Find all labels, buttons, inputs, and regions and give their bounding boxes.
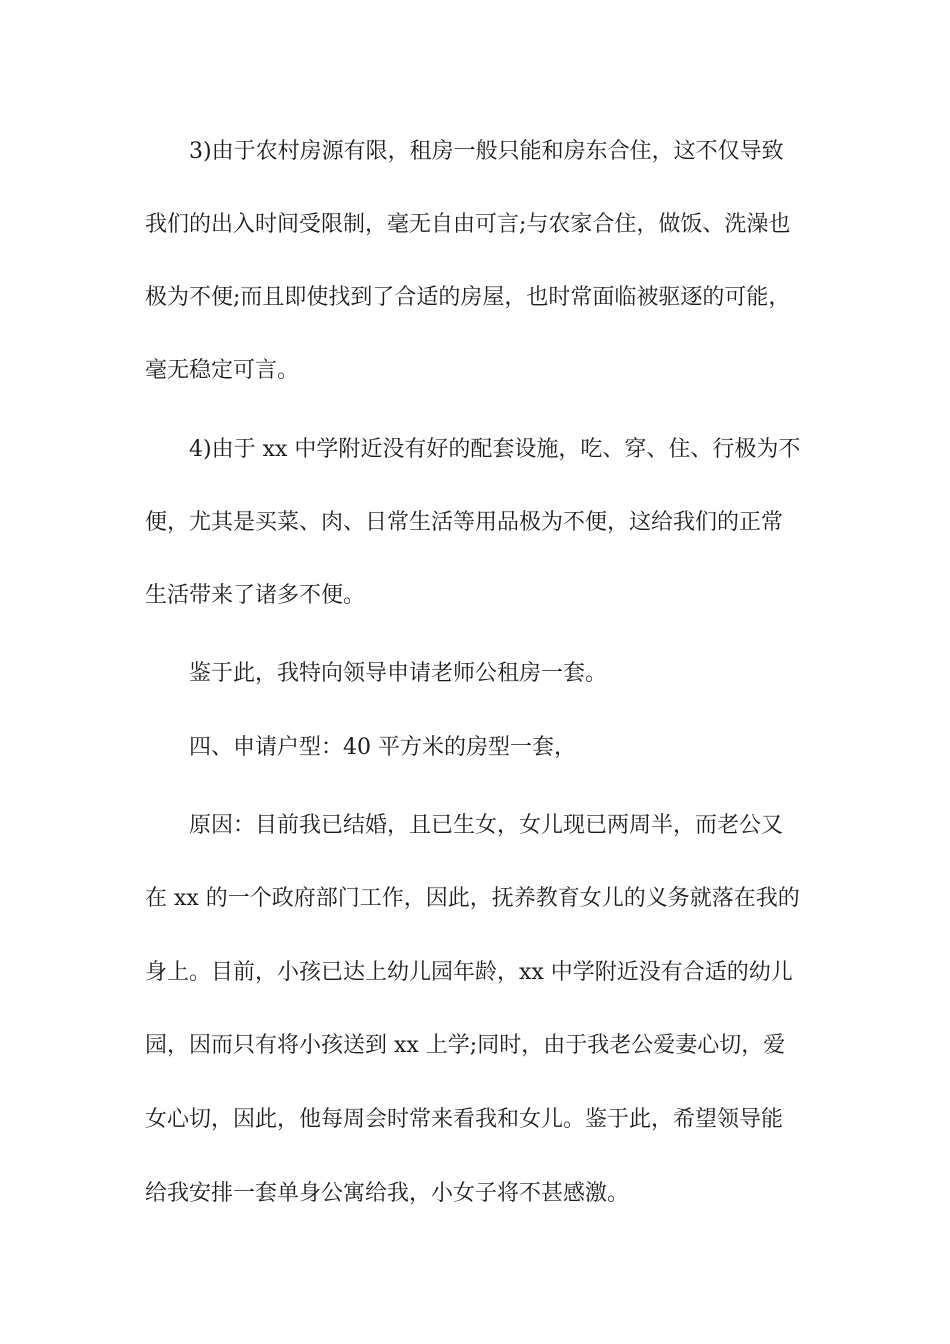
paragraph-line: 便，尤其是买菜、肉、日常生活等用品极为不便，这给我们的正常 <box>145 510 784 535</box>
paragraph-line: 4)由于 xx 中学附近没有好的配套设施，吃、穿、住、行极为不 <box>189 437 801 462</box>
paragraph-line: 四、申请户型：40 平方米的房型一套， <box>189 735 576 760</box>
paragraph-line: 女心切，因此，他每周会时常来看我和女儿。鉴于此，希望领导能 <box>145 1107 784 1132</box>
paragraph-line: 给我安排一套单身公寓给我，小女子将不甚感激。 <box>145 1181 630 1206</box>
paragraph-line: 极为不便;而且即使找到了合适的房屋，也时常面临被驱逐的可能， <box>145 285 791 310</box>
paragraph-line: 原因：目前我已结婚，且已生女，女儿现已两周半，而老公又 <box>189 813 784 838</box>
paragraph-line: 在 xx 的一个政府部门工作，因此，抚养教育女儿的义务就落在我的 <box>145 886 800 911</box>
paragraph-line: 3)由于农村房源有限，租房一般只能和房东合住，这不仅导致 <box>189 139 784 164</box>
paragraph-line: 鉴于此，我特向领导申请老师公租房一套。 <box>189 661 608 686</box>
paragraph-line: 我们的出入时间受限制，毫无自由可言;与农家合住，做饭、洗澡也 <box>145 212 791 237</box>
paragraph-line: 生活带来了诸多不便。 <box>145 583 366 608</box>
paragraph-line: 身上。目前，小孩已达上幼儿园年龄，xx 中学附近没有合适的幼儿 <box>145 960 793 985</box>
paragraph-line: 毫无稳定可言。 <box>145 358 300 383</box>
paragraph-line: 园，因而只有将小孩送到 xx 上学;同时，由于我老公爱妻心切，爱 <box>145 1033 786 1058</box>
